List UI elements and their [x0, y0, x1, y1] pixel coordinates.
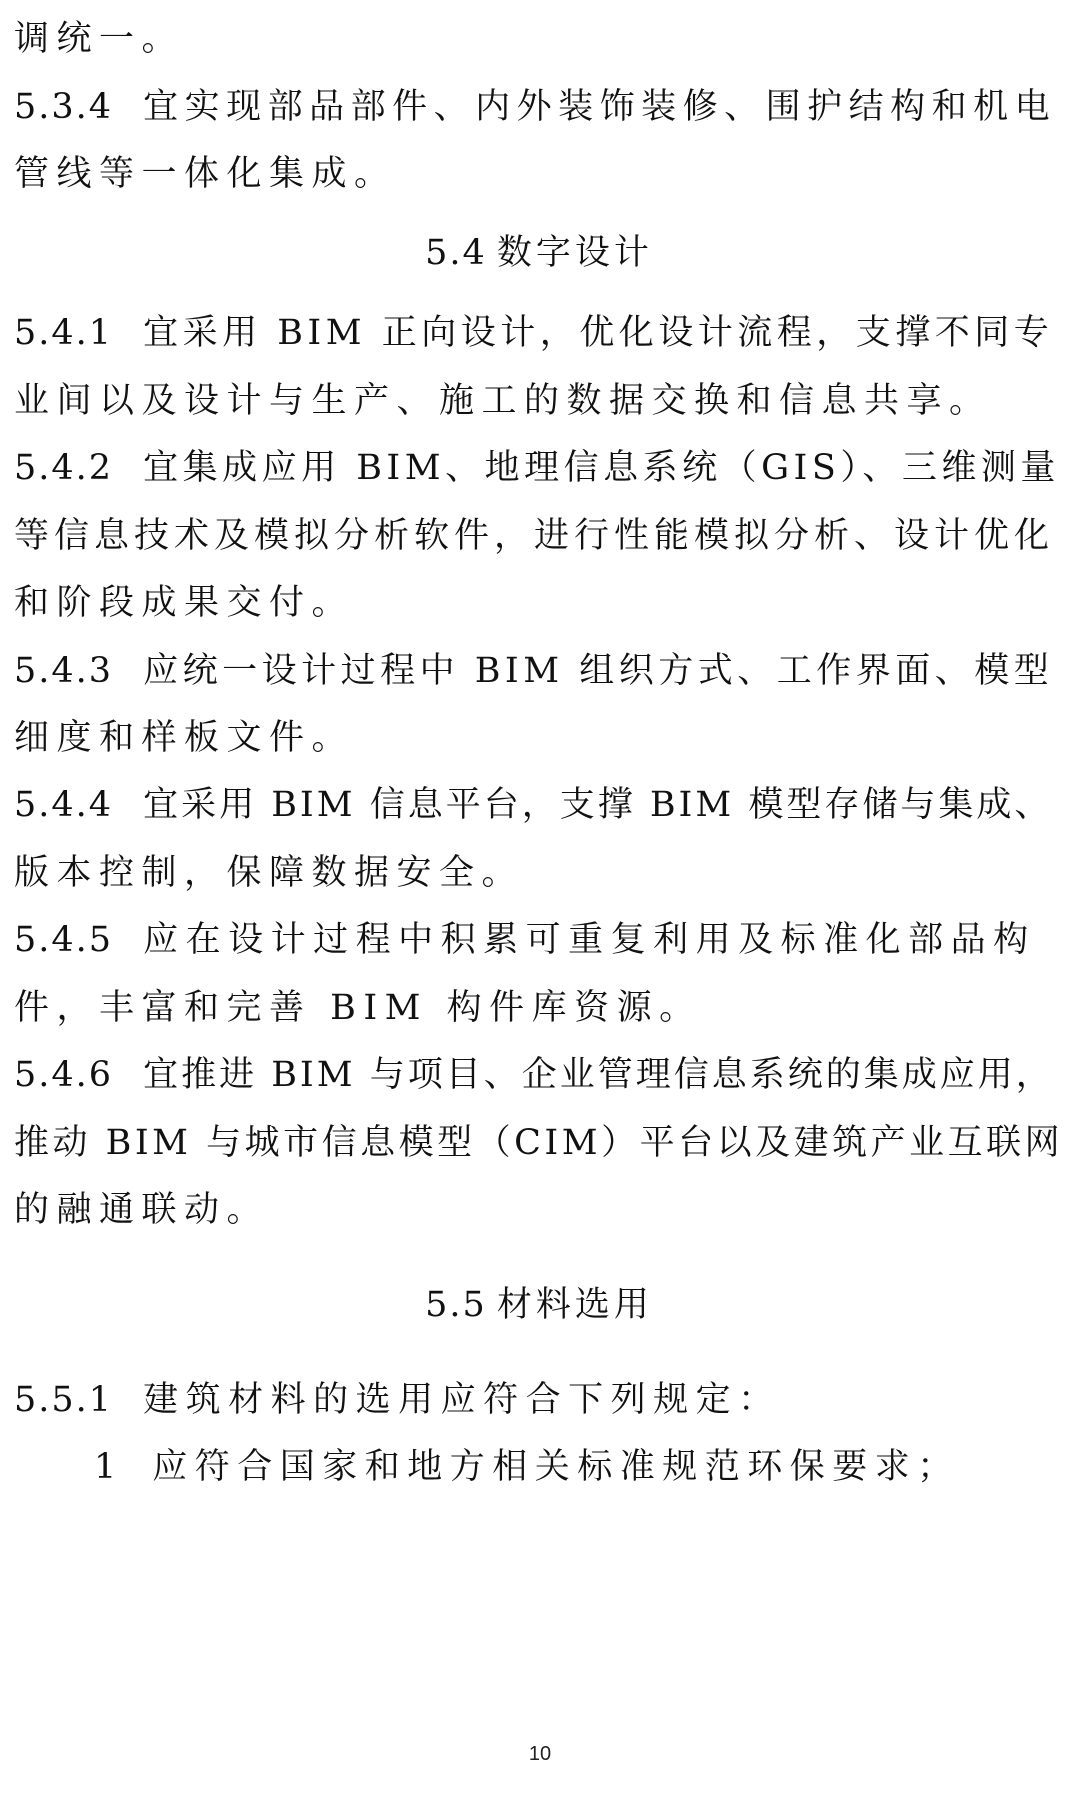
clause-number: 5.4.6 — [14, 1055, 114, 1095]
list-item-number: 1 — [94, 1447, 119, 1487]
clause-5-4-1 — [14, 313, 1054, 353]
clause-5-4-5 — [14, 920, 1036, 960]
clause-text: 宜集成应用 BIM、地理信息系统（GIS）、三维测量 — [143, 448, 1060, 488]
list-item-1 — [94, 1447, 960, 1487]
text-line: 版本控制，保障数据安全。 — [14, 853, 525, 893]
page-number: 10 — [528, 1743, 552, 1765]
section-title: 材料选用 — [496, 1285, 653, 1325]
section-heading-5-5 — [14, 1285, 1064, 1325]
clause-5-3-4 — [14, 87, 1057, 127]
clause-number: 5.4.3 — [14, 651, 114, 691]
clause-number: 5.4.2 — [14, 448, 114, 488]
clause-text: 建筑材料的选用应符合下列规定： — [143, 1380, 781, 1420]
text-line: 等信息技术及模拟分析软件，进行性能模拟分析、设计优化 — [14, 516, 1055, 556]
text-line: 业间以及设计与生产、施工的数据交换和信息共享。 — [14, 381, 992, 421]
clause-number: 5.4.5 — [14, 920, 114, 960]
clause-text: 宜采用 BIM 信息平台，支撑 BIM 模型存储与集成、 — [143, 785, 1053, 825]
clause-text: 应统一设计过程中 BIM 组织方式、工作界面、模型 — [143, 651, 1054, 691]
clause-number: 5.5.1 — [14, 1380, 114, 1420]
section-heading-5-4 — [14, 233, 1064, 273]
clause-number: 5.4.4 — [14, 785, 114, 825]
text-line: 推动 BIM 与城市信息模型（CIM）平台以及建筑产业互联网 — [14, 1123, 1064, 1163]
text-line: 细度和样板文件。 — [14, 718, 355, 758]
clause-5-4-6 — [14, 1055, 1054, 1095]
clause-5-4-2 — [14, 448, 1060, 488]
clause-text: 宜推进 BIM 与项目、企业管理信息系统的集成应用， — [143, 1055, 1054, 1095]
section-number: 5.5 — [425, 1285, 487, 1325]
text-line: 调统一。 — [14, 19, 185, 59]
section-title: 数字设计 — [496, 233, 653, 273]
clause-5-4-3 — [14, 651, 1054, 691]
list-item-text: 应符合国家和地方相关标准规范环保要求； — [152, 1447, 960, 1487]
clause-5-4-4 — [14, 785, 1053, 825]
text-line: 的融通联动。 — [14, 1190, 270, 1230]
clause-text: 宜实现部品部件、内外装饰装修、围护结构和机电 — [143, 87, 1057, 127]
text-line: 和阶段成果交付。 — [14, 583, 355, 623]
text-line: 件，丰富和完善 BIM 构件库资源。 — [14, 988, 702, 1028]
clause-5-5-1 — [14, 1380, 781, 1420]
clause-number: 5.3.4 — [14, 87, 114, 127]
clause-text: 宜采用 BIM 正向设计，优化设计流程，支撑不同专 — [143, 313, 1054, 353]
text-line: 管线等一体化集成。 — [14, 154, 397, 194]
section-number: 5.4 — [425, 233, 487, 273]
clause-number: 5.4.1 — [14, 313, 114, 353]
clause-text: 应在设计过程中积累可重复利用及标准化部品构 — [143, 920, 1036, 960]
